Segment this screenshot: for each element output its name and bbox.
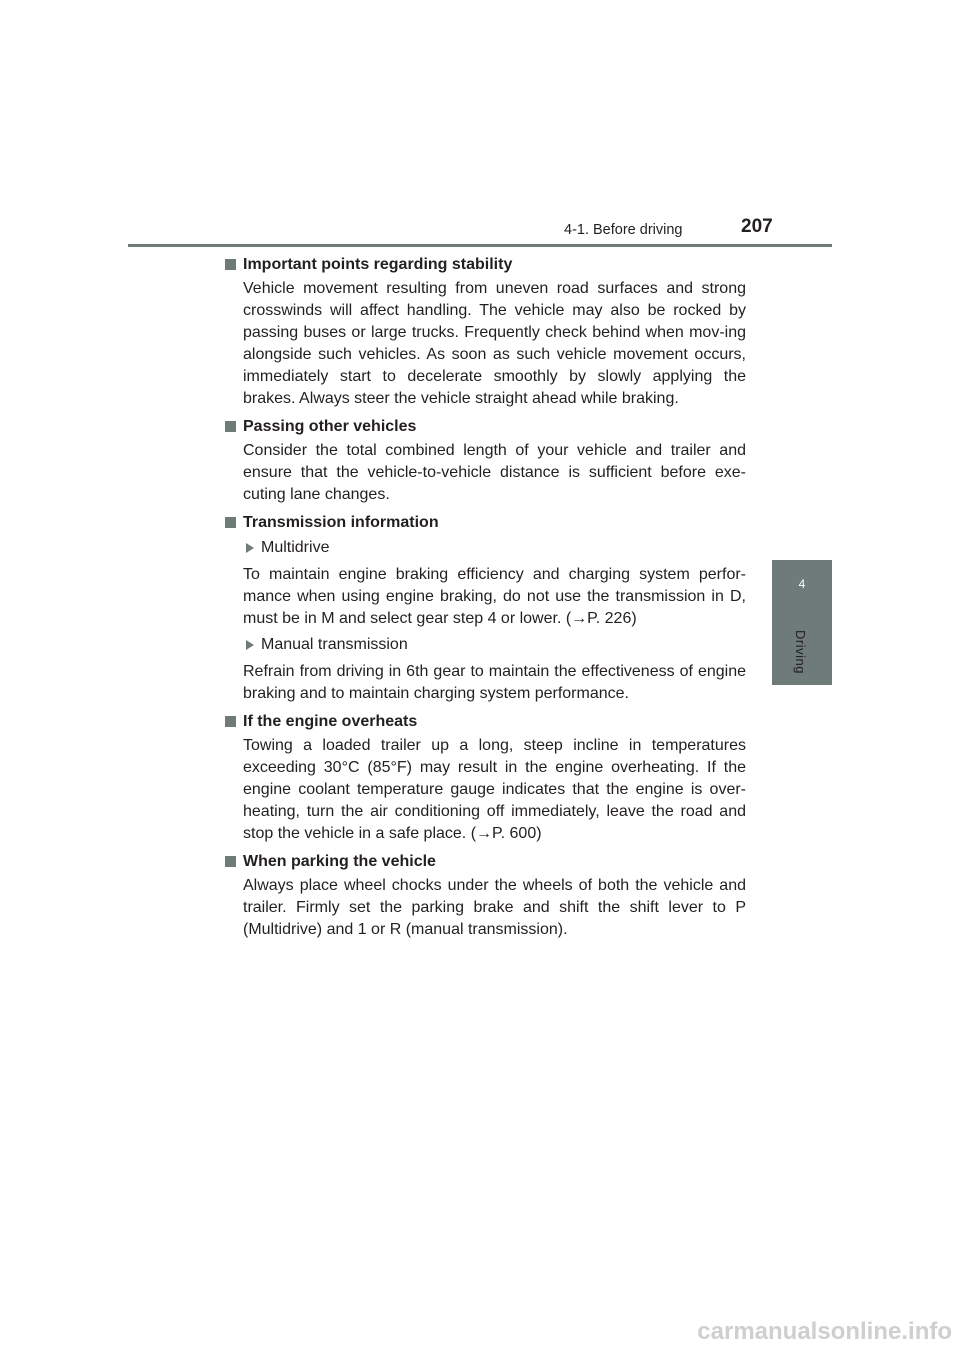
section-passing [224,416,746,506]
chapter-label: Driving [793,630,808,674]
chapter-number: 4 [798,577,806,591]
paragraph: Always place wheel chocks under the wheels of both the vehicle and trailer. Firmly set the parking brake and shift the shift lever to P (Multidrive) and 1 or R (manual transmission). [243,877,746,938]
subheading-multidrive [224,537,746,559]
paragraph: Towing a loaded trailer up a long, steep incline in temperatures exceeding 30°C (85°F) may result in the engine overheating. If the engine coolant temperature gauge indicates that the engine is over-heating, turn the air conditioning off immediately, leave the road and stop the vehicle in a safe place. (→P. 600) [243,737,746,842]
section-heading [224,711,746,733]
section-heading [224,512,746,534]
square-bullet-icon [225,716,236,727]
section-overheat [224,711,746,845]
subheading-text: Multidrive [261,539,330,556]
page-header [128,216,832,247]
page-number: 207 [741,216,773,237]
heading-text: If the engine overheats [243,713,418,730]
paragraph: To maintain engine braking efficiency and charging system perfor-mance when using engine braking, do not use the transmission in D, must be in M and select gear step 4 or lower. (→P. 226) [243,566,746,627]
section-heading [224,851,746,873]
page-content [224,254,746,947]
triangle-bullet-icon [246,640,254,650]
heading-text: When parking the vehicle [243,853,436,870]
section-stability [224,254,746,410]
heading-text: Transmission information [243,514,439,531]
section-transmission [224,512,746,705]
square-bullet-icon [225,856,236,867]
square-bullet-icon [225,517,236,528]
square-bullet-icon [225,259,236,270]
heading-text: Important points regarding stability [243,256,513,273]
heading-text: Passing other vehicles [243,418,417,435]
subheading-manual [224,634,746,656]
square-bullet-icon [225,421,236,432]
paragraph: Vehicle movement resulting from uneven road surfaces and strong crosswinds will affect handling. The vehicle may also be rocked by passing buses or large trucks. Frequently check behind when mov-ing alongside such vehicles. As soon as such vehicle movement occurs, immediately start to decelerate smoothly by slowly applying the brakes. Always steer the vehicle straight ahead while braking. [243,280,746,407]
section-parking [224,851,746,941]
paragraph: Consider the total combined length of your vehicle and trailer and ensure that the vehicle-to-vehicle distance is sufficient before exe-cuting lane changes. [243,442,746,503]
paragraph: Refrain from driving in 6th gear to maintain the effectiveness of engine braking and to maintain charging system performance. [243,663,746,702]
section-heading [224,416,746,438]
section-heading [224,254,746,276]
section-title: 4-1. Before driving [564,222,683,238]
subheading-text: Manual transmission [261,636,408,653]
triangle-bullet-icon [246,543,254,553]
watermark[interactable]: carmanualsonline.info [697,1318,952,1345]
